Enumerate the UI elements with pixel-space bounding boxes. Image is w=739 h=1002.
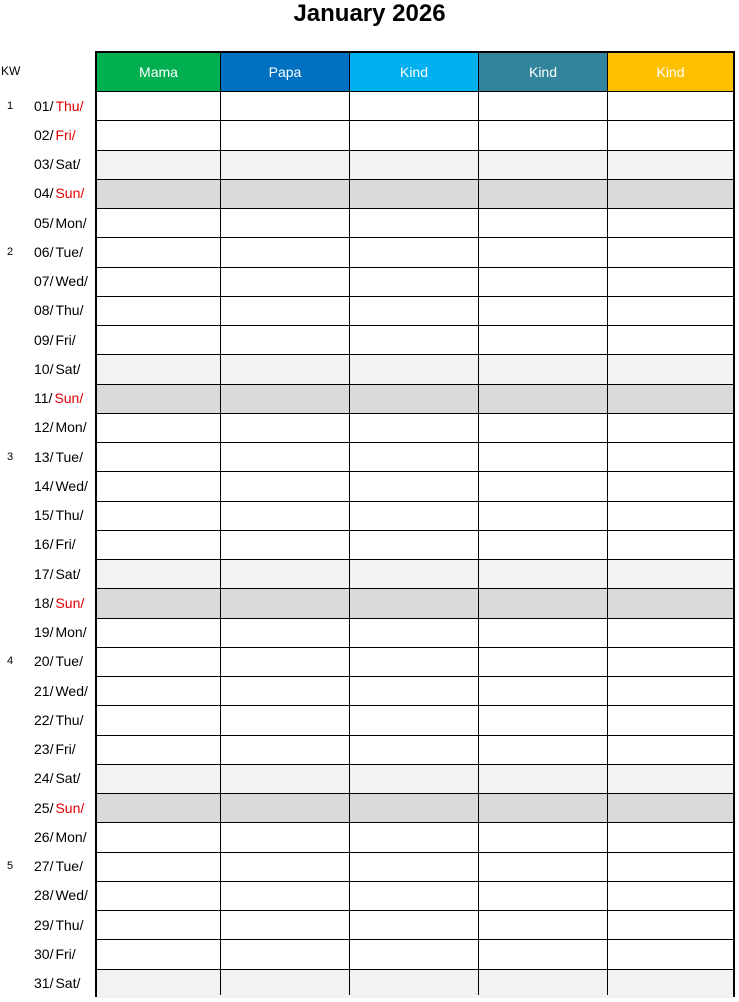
weekday-name: Tue/ (55, 448, 83, 465)
entry-cell[interactable] (221, 882, 350, 910)
entry-cell[interactable] (350, 297, 479, 325)
day-number: 28/ (34, 887, 54, 904)
entry-cell[interactable] (350, 765, 479, 793)
day-label (34, 740, 76, 758)
entry-cell[interactable] (608, 765, 733, 793)
table-row (97, 91, 733, 120)
entry-cell[interactable] (97, 92, 221, 120)
entry-cell[interactable] (479, 531, 608, 559)
day-number: 07/ (34, 273, 54, 290)
day-number: 06/ (34, 243, 54, 260)
entry-cell[interactable] (97, 589, 221, 617)
column-divider (349, 53, 350, 995)
day-number: 26/ (34, 828, 54, 845)
day-number: 03/ (34, 156, 54, 173)
day-number: 17/ (34, 565, 54, 582)
entry-cell[interactable] (608, 180, 733, 208)
entry-cell[interactable] (97, 472, 221, 500)
table-row (97, 442, 733, 471)
weekday-name: Sat/ (55, 975, 81, 992)
entry-cell[interactable] (350, 209, 479, 237)
day-number: 18/ (34, 594, 54, 611)
entry-cell[interactable] (221, 940, 350, 968)
entry-cell[interactable] (608, 443, 733, 471)
entry-cell[interactable] (221, 121, 350, 149)
entry-cell[interactable] (221, 502, 350, 530)
entry-cell[interactable] (221, 794, 350, 822)
entry-cell[interactable] (350, 648, 479, 676)
entry-cell[interactable] (479, 970, 608, 998)
entry-cell[interactable] (97, 677, 221, 705)
table-row (97, 179, 733, 208)
entry-cell[interactable] (608, 940, 733, 968)
day-number: 31/ (34, 975, 54, 992)
weekday-name: Sat/ (55, 360, 81, 377)
weekday-name: Tue/ (55, 653, 83, 670)
entry-cell[interactable] (608, 560, 733, 588)
entry-cell[interactable] (97, 355, 221, 383)
entry-cell[interactable] (97, 765, 221, 793)
day-number: 29/ (34, 916, 54, 933)
entry-cell[interactable] (350, 882, 479, 910)
day-label (34, 272, 88, 290)
calendar-week-number: 1 (7, 99, 14, 112)
calendar-week-label: KW (1, 64, 21, 78)
entry-cell[interactable] (350, 970, 479, 998)
column-header-3: Kind (350, 53, 479, 91)
weekday-name: Thu/ (55, 97, 84, 114)
day-label (34, 652, 83, 670)
day-number: 23/ (34, 741, 54, 758)
entry-cell[interactable] (97, 970, 221, 998)
entry-cell[interactable] (479, 443, 608, 471)
weekday-name: Sun/ (55, 799, 85, 816)
entry-cell[interactable] (97, 911, 221, 939)
entry-cell[interactable] (350, 326, 479, 354)
entry-cell[interactable] (97, 209, 221, 237)
table-row (97, 559, 733, 588)
entry-cell[interactable] (221, 736, 350, 764)
entry-cell[interactable] (221, 970, 350, 998)
entry-cell[interactable] (97, 326, 221, 354)
day-label (34, 448, 83, 466)
table-row (97, 910, 733, 939)
entry-cell[interactable] (608, 414, 733, 442)
weekday-name: Mon/ (55, 624, 87, 641)
day-label (34, 769, 80, 787)
day-label (34, 184, 84, 202)
entry-cell[interactable] (97, 823, 221, 851)
entry-cell[interactable] (608, 853, 733, 881)
day-number: 16/ (34, 536, 54, 553)
entry-cell[interactable] (608, 151, 733, 179)
entry-cell[interactable] (350, 677, 479, 705)
day-number: 10/ (34, 360, 54, 377)
entry-cell[interactable] (97, 619, 221, 647)
day-number: 04/ (34, 185, 54, 202)
entry-cell[interactable] (608, 648, 733, 676)
entry-cell[interactable] (479, 385, 608, 413)
day-label (34, 389, 83, 407)
entry-cell[interactable] (479, 414, 608, 442)
entry-cell[interactable] (608, 970, 733, 998)
day-label (34, 594, 84, 612)
table-row (97, 501, 733, 530)
entry-cell[interactable] (221, 92, 350, 120)
entry-cell[interactable] (479, 238, 608, 266)
calendar-week-number: 3 (7, 450, 14, 463)
weekday-name: Sat/ (55, 156, 81, 173)
entry-cell[interactable] (479, 502, 608, 530)
table-row (97, 325, 733, 354)
day-number: 11/ (34, 390, 53, 407)
entry-cell[interactable] (479, 121, 608, 149)
entry-cell[interactable] (97, 882, 221, 910)
day-number: 05/ (34, 214, 54, 231)
entry-cell[interactable] (479, 560, 608, 588)
weekday-name: Fri/ (55, 741, 76, 758)
entry-cell[interactable] (350, 589, 479, 617)
day-number: 20/ (34, 653, 54, 670)
entry-cell[interactable] (350, 121, 479, 149)
day-label (34, 477, 88, 495)
entry-cell[interactable] (608, 121, 733, 149)
table-row (97, 150, 733, 179)
day-label (34, 565, 80, 583)
table-row (97, 267, 733, 296)
day-label (34, 331, 76, 349)
entry-cell[interactable] (97, 268, 221, 296)
table-row (97, 618, 733, 647)
day-number: 24/ (34, 770, 54, 787)
entry-cell[interactable] (479, 326, 608, 354)
day-number: 21/ (34, 682, 54, 699)
entry-cell[interactable] (608, 238, 733, 266)
entry-cell[interactable] (350, 619, 479, 647)
entry-cell[interactable] (221, 706, 350, 734)
table-row (97, 705, 733, 734)
entry-cell[interactable] (221, 531, 350, 559)
day-label (34, 155, 80, 173)
weekday-name: Sun/ (55, 185, 85, 202)
column-header-1: Mama (97, 53, 221, 91)
entry-cell[interactable] (221, 326, 350, 354)
entry-cell[interactable] (350, 560, 479, 588)
day-label (34, 623, 87, 641)
day-label (34, 974, 80, 992)
entry-cell[interactable] (97, 706, 221, 734)
entry-cell[interactable] (97, 297, 221, 325)
table-row (97, 647, 733, 676)
entry-cell[interactable] (479, 940, 608, 968)
day-label (34, 301, 83, 319)
table-row (97, 852, 733, 881)
entry-cell[interactable] (221, 560, 350, 588)
entry-cell[interactable] (221, 765, 350, 793)
day-number: 09/ (34, 331, 54, 348)
entry-cell[interactable] (350, 385, 479, 413)
day-number: 25/ (34, 799, 54, 816)
entry-cell[interactable] (479, 706, 608, 734)
table-row (97, 939, 733, 968)
day-label (34, 97, 83, 115)
entry-cell[interactable] (350, 268, 479, 296)
day-label (34, 418, 87, 436)
entry-cell[interactable] (608, 882, 733, 910)
entry-cell[interactable] (479, 911, 608, 939)
entry-cell[interactable] (608, 823, 733, 851)
entry-cell[interactable] (350, 736, 479, 764)
entry-cell[interactable] (350, 911, 479, 939)
entry-cell[interactable] (479, 297, 608, 325)
table-row (97, 237, 733, 266)
table-row (97, 764, 733, 793)
entry-cell[interactable] (97, 853, 221, 881)
entry-cell[interactable] (350, 794, 479, 822)
entry-cell[interactable] (350, 853, 479, 881)
weekday-name: Tue/ (55, 243, 83, 260)
entry-cell[interactable] (221, 297, 350, 325)
entry-cell[interactable] (608, 736, 733, 764)
entry-cell[interactable] (479, 472, 608, 500)
entry-cell[interactable] (97, 648, 221, 676)
entry-cell[interactable] (608, 794, 733, 822)
entry-cell[interactable] (350, 472, 479, 500)
entry-cell[interactable] (350, 92, 479, 120)
weekday-name: Wed/ (55, 682, 88, 699)
entry-cell[interactable] (350, 940, 479, 968)
day-label (34, 360, 80, 378)
entry-cell[interactable] (97, 238, 221, 266)
day-label (34, 535, 76, 553)
weekday-name: Mon/ (55, 419, 87, 436)
weekday-name: Thu/ (55, 302, 84, 319)
table-row (97, 676, 733, 705)
entry-cell[interactable] (221, 209, 350, 237)
entry-cell[interactable] (479, 882, 608, 910)
day-label (34, 214, 87, 232)
table-row (97, 354, 733, 383)
entry-cell[interactable] (221, 180, 350, 208)
entry-cell[interactable] (479, 853, 608, 881)
entry-cell[interactable] (608, 268, 733, 296)
entry-cell[interactable] (479, 619, 608, 647)
day-label (34, 711, 83, 729)
entry-cell[interactable] (479, 268, 608, 296)
day-label (34, 828, 87, 846)
entry-cell[interactable] (97, 502, 221, 530)
day-number: 22/ (34, 711, 54, 728)
day-label (34, 682, 88, 700)
day-label (34, 799, 84, 817)
table-row (97, 793, 733, 822)
table-row (97, 881, 733, 910)
day-number: 08/ (34, 302, 54, 319)
entry-cell[interactable] (221, 911, 350, 939)
entry-cell[interactable] (608, 92, 733, 120)
weekday-name: Fri/ (55, 945, 76, 962)
day-number: 15/ (34, 507, 54, 524)
weekday-name: Fri/ (55, 536, 76, 553)
entry-cell[interactable] (221, 151, 350, 179)
entry-cell[interactable] (479, 355, 608, 383)
entry-cell[interactable] (608, 502, 733, 530)
entry-cell[interactable] (608, 297, 733, 325)
day-label (34, 945, 76, 963)
entry-cell[interactable] (97, 385, 221, 413)
column-divider (478, 53, 479, 995)
entry-cell[interactable] (479, 823, 608, 851)
table-row (97, 296, 733, 325)
entry-cell[interactable] (97, 414, 221, 442)
entry-cell[interactable] (479, 180, 608, 208)
entry-cell[interactable] (479, 209, 608, 237)
entry-cell[interactable] (97, 794, 221, 822)
entry-cell[interactable] (350, 443, 479, 471)
weekday-name: Fri/ (55, 331, 76, 348)
entry-cell[interactable] (221, 385, 350, 413)
weekday-name: Wed/ (55, 273, 88, 290)
weekday-name: Wed/ (55, 477, 88, 494)
table-row (97, 822, 733, 851)
calendar-grid (95, 51, 735, 997)
day-number: 12/ (34, 419, 54, 436)
weekday-name: Tue/ (55, 858, 83, 875)
table-row (97, 471, 733, 500)
entry-cell[interactable] (479, 648, 608, 676)
entry-cell[interactable] (221, 677, 350, 705)
table-row (97, 413, 733, 442)
day-label (34, 243, 83, 261)
calendar-week-number: 2 (7, 245, 14, 258)
entry-cell[interactable] (221, 853, 350, 881)
day-number: 14/ (34, 477, 54, 494)
entry-cell[interactable] (221, 268, 350, 296)
entry-cell[interactable] (97, 560, 221, 588)
entry-cell[interactable] (608, 326, 733, 354)
entry-cell[interactable] (350, 151, 479, 179)
day-label (34, 857, 83, 875)
entry-cell[interactable] (350, 238, 479, 266)
entry-cell[interactable] (350, 531, 479, 559)
entry-cell[interactable] (608, 706, 733, 734)
entry-cell[interactable] (221, 238, 350, 266)
table-row (97, 588, 733, 617)
weekday-name: Fri/ (55, 126, 76, 143)
day-label (34, 506, 83, 524)
entry-cell[interactable] (97, 180, 221, 208)
entry-cell[interactable] (221, 472, 350, 500)
weekday-name: Sun/ (54, 390, 84, 407)
entry-cell[interactable] (608, 911, 733, 939)
column-header-2: Papa (221, 53, 350, 91)
entry-cell[interactable] (221, 355, 350, 383)
column-divider (220, 53, 221, 995)
entry-cell[interactable] (479, 794, 608, 822)
weekday-name: Thu/ (55, 916, 84, 933)
table-row (97, 530, 733, 559)
weekday-name: Mon/ (55, 828, 87, 845)
entry-cell[interactable] (97, 531, 221, 559)
day-number: 02/ (34, 126, 54, 143)
table-row (97, 969, 733, 998)
day-label (34, 916, 83, 934)
entry-cell[interactable] (221, 414, 350, 442)
weekday-name: Sat/ (55, 565, 81, 582)
entry-cell[interactable] (221, 648, 350, 676)
entry-cell[interactable] (479, 151, 608, 179)
table-row (97, 120, 733, 149)
entry-cell[interactable] (608, 355, 733, 383)
table-row (97, 384, 733, 413)
calendar-week-number: 4 (7, 655, 14, 668)
entry-cell[interactable] (97, 443, 221, 471)
weekday-name: Sat/ (55, 770, 81, 787)
entry-cell[interactable] (221, 619, 350, 647)
day-number: 30/ (34, 945, 54, 962)
entry-cell[interactable] (350, 355, 479, 383)
column-header-5: Kind (608, 53, 733, 91)
day-label (34, 126, 76, 144)
weekday-name: Sun/ (55, 594, 85, 611)
entry-cell[interactable] (97, 940, 221, 968)
entry-cell[interactable] (97, 121, 221, 149)
day-number: 27/ (34, 858, 54, 875)
entry-cell[interactable] (350, 706, 479, 734)
column-header-4: Kind (479, 53, 608, 91)
entry-cell[interactable] (350, 180, 479, 208)
entry-cell[interactable] (97, 736, 221, 764)
entry-cell[interactable] (221, 823, 350, 851)
entry-cell[interactable] (608, 589, 733, 617)
table-row (97, 735, 733, 764)
entry-cell[interactable] (608, 209, 733, 237)
entry-cell[interactable] (97, 151, 221, 179)
entry-cell[interactable] (479, 589, 608, 617)
column-divider (607, 53, 608, 995)
day-number: 19/ (34, 624, 54, 641)
entry-cell[interactable] (350, 823, 479, 851)
day-label (34, 886, 88, 904)
entry-cell[interactable] (350, 414, 479, 442)
weekday-name: Wed/ (55, 887, 88, 904)
calendar-week-number: 5 (7, 860, 14, 873)
weekday-name: Thu/ (55, 711, 84, 728)
weekday-name: Mon/ (55, 214, 87, 231)
entry-cell[interactable] (221, 589, 350, 617)
entry-cell[interactable] (479, 736, 608, 764)
entry-cell[interactable] (608, 385, 733, 413)
table-row (97, 208, 733, 237)
day-number: 13/ (34, 448, 54, 465)
page-title: January 2026 (293, 0, 446, 27)
entry-cell[interactable] (608, 472, 733, 500)
entry-cell[interactable] (479, 765, 608, 793)
entry-cell[interactable] (608, 677, 733, 705)
entry-cell[interactable] (350, 502, 479, 530)
entry-cell[interactable] (479, 677, 608, 705)
day-number: 01/ (34, 97, 54, 114)
weekday-name: Thu/ (55, 507, 84, 524)
entry-cell[interactable] (608, 619, 733, 647)
entry-cell[interactable] (608, 531, 733, 559)
entry-cell[interactable] (221, 443, 350, 471)
entry-cell[interactable] (479, 92, 608, 120)
